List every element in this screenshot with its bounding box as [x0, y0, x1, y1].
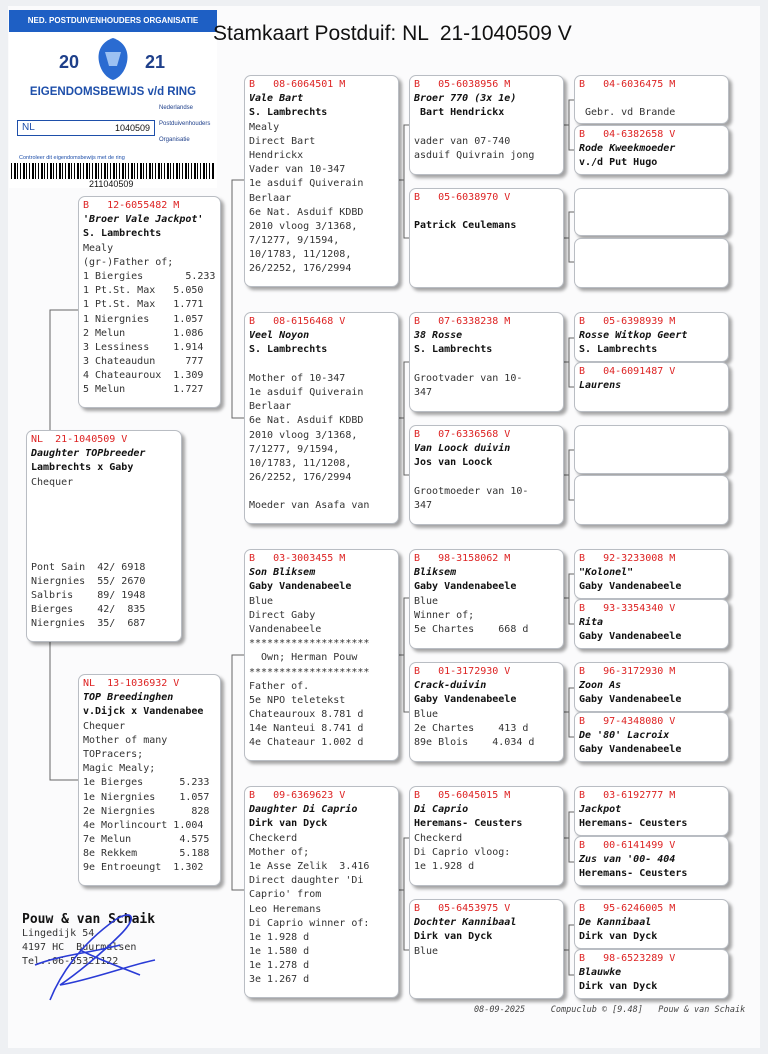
pigeon-name: Dochter Kannibaal: [414, 917, 517, 929]
ring-number: B 05-6038970 V: [414, 192, 511, 203]
pigeon-name: Crack-duivin: [414, 680, 487, 692]
pigeon-name: De '80' Lacroix: [579, 730, 670, 742]
breeder-name: Gaby Vandenabeele: [249, 581, 352, 593]
card-line: Direct daughter 'Di: [249, 875, 364, 887]
pigeon-card-ggg-14[interactable]: [574, 836, 729, 886]
ring-number: B 08-6156468 V: [249, 316, 346, 327]
card-line: Vandenabeele: [249, 623, 322, 635]
card-line: Di Caprio winner of:: [249, 917, 370, 929]
pigeon-card-gg-7[interactable]: [409, 786, 564, 886]
ring-number: B 92-3233008 M: [579, 553, 676, 564]
card-line: 3 Chateaudun 777: [83, 356, 204, 368]
breeder-name: Gaby Vandenabeele: [579, 694, 682, 706]
pigeon-card-subject[interactable]: [26, 430, 182, 642]
breeder-name: Gaby Vandenabeele: [579, 631, 682, 643]
pigeon-card-ggg-16[interactable]: [574, 949, 729, 999]
ring-number: B 05-6045015 M: [414, 790, 511, 801]
card-line: Salbris 89/ 1948: [31, 590, 146, 602]
pigeon-name: De Kannibaal: [579, 917, 652, 929]
card-line: Chequer: [31, 476, 74, 488]
pigeon-card-ggg-8[interactable]: [574, 475, 729, 525]
card-line: 3e 1.267 d: [249, 974, 310, 986]
pigeon-card-gg-8[interactable]: [409, 899, 564, 999]
ring-number: B 04-6382658 V: [579, 129, 676, 140]
owner-name: Pouw & van Schaik: [22, 912, 156, 927]
pigeon-name: Vale Bart: [249, 93, 304, 105]
card-line: Berlaar: [249, 192, 292, 204]
card-line: 2e Chartes 413 d: [414, 722, 529, 734]
breeder-name: S. Lambrechts: [83, 228, 162, 240]
pigeon-name: 'Broer Vale Jackpot': [83, 214, 204, 226]
card-line: 10/1783, 11/1208,: [249, 457, 352, 469]
sticker-year-left: 20: [59, 52, 80, 72]
card-line: Blue: [414, 945, 439, 957]
card-line: asduif Quivrain jong: [414, 149, 535, 161]
card-line: [414, 358, 559, 372]
pigeon-name: Veel Noyon: [249, 330, 310, 342]
pigeon-card-gg-1[interactable]: [409, 75, 564, 175]
card-line: 1 Biergies 5.233: [83, 270, 216, 282]
card-line: 2010 vloog 3/1368,: [249, 429, 358, 441]
card-line: Mealy: [83, 242, 114, 254]
pigeon-card-ggg-6[interactable]: [574, 362, 729, 412]
pigeon-card-gg-2[interactable]: [409, 188, 564, 288]
breeder-name: Jos van Loock: [414, 457, 493, 469]
pigeon-name: Rita: [579, 617, 604, 629]
card-line: 2e Niergnies 828: [83, 805, 210, 817]
breeder-name: Dirk van Dyck: [579, 931, 658, 943]
ring-number: B 93-3354340 V: [579, 603, 676, 614]
card-line: Caprio' from: [249, 889, 322, 901]
pigeon-card-ggg-5[interactable]: [574, 312, 729, 362]
sticker-control-text: Controleer dit eigendomsbewijs met de ring: [19, 155, 125, 161]
signature-scribble: [20, 905, 170, 1005]
card-line: 1e 1.278 d: [249, 960, 310, 972]
card-line: Bierges 42/ 835: [31, 604, 146, 616]
card-line: ********************: [249, 666, 370, 678]
card-line: [31, 532, 177, 546]
card-line: 1e Niergnies 1.057: [83, 791, 210, 803]
breeder-name: Gebr. vd Brande: [579, 107, 676, 119]
pigeon-card-ggg-13[interactable]: [574, 786, 729, 836]
card-line: 1e asduif Quiverain: [249, 386, 364, 398]
ring-number: B 96-3172930 M: [579, 666, 676, 677]
ring-number: NL 21-1040509 V: [31, 434, 128, 445]
card-line: 8e Rekkem 5.188: [83, 848, 210, 860]
pigeon-name: Zus van '00- 404: [579, 854, 676, 866]
pigeon-card-dam-sire[interactable]: [244, 549, 399, 761]
ring-number-box: [17, 120, 155, 136]
pigeon-card-ggg-12[interactable]: [574, 712, 729, 762]
pigeon-name: Van Loock duivin: [414, 443, 511, 455]
sticker-org-line-2: Postduivenhouders: [159, 121, 211, 127]
ring-number: B 04-6036475 M: [579, 79, 676, 90]
lion-emblem-icon: [91, 36, 135, 82]
card-line: 7e Melun 4.575: [83, 834, 210, 846]
card-line: 26/2252, 176/2994: [249, 472, 352, 484]
ring-number: B 98-6523289 V: [579, 953, 676, 964]
card-line: Di Caprio vloog:: [414, 846, 511, 858]
card-line: Blue: [414, 595, 439, 607]
card-line: 1e 1.928 d: [249, 931, 310, 943]
card-line: Pont Sain 42/ 6918: [31, 561, 146, 573]
barcode: [11, 163, 215, 179]
card-line: 2010 vloog 3/1368,: [249, 220, 358, 232]
footer-text: 08-09-2025 Compuclub © [9.48] Pouw & van Schaik: [474, 1005, 746, 1015]
ring-number: B 12-6055482 M: [83, 200, 180, 211]
ring-certificate-sticker: [9, 10, 217, 188]
card-line: Chequer: [83, 720, 126, 732]
card-line: [249, 358, 394, 372]
card-line: 10/1783, 11/1208,: [249, 249, 352, 261]
card-line: Berlaar: [249, 401, 292, 413]
breeder-name: Bart Hendrickx: [414, 107, 505, 119]
card-line: 4 Chateauroux 1.309: [83, 370, 204, 382]
card-line: [249, 485, 394, 499]
card-line: ********************: [249, 638, 370, 650]
card-line: 9e Entroeungt 1.302: [83, 862, 204, 874]
pigeon-card-ggg-9[interactable]: [574, 549, 729, 599]
pigeon-card-dam[interactable]: [78, 674, 221, 886]
card-line: [414, 471, 559, 485]
card-line: 1e 1.580 d: [249, 946, 310, 958]
card-line: Grootvader van 10-: [414, 372, 523, 384]
breeder-name: S. Lambrechts: [414, 344, 493, 356]
breeder-name: S. Lambrechts: [249, 344, 328, 356]
card-line: Mother of;: [249, 846, 310, 858]
card-line: 1e Bierges 5.233: [83, 777, 210, 789]
pigeon-name: 38 Rosse: [414, 330, 463, 342]
pigeon-card-sire[interactable]: [78, 196, 221, 408]
pigeon-card-dam-dam[interactable]: [244, 786, 399, 998]
card-line: Father of.: [249, 680, 310, 692]
card-line: [31, 504, 177, 518]
ring-number: B 07-6338238 M: [414, 316, 511, 327]
breeder-name: Dirk van Dyck: [579, 981, 658, 993]
card-line: Moeder van Asafa van: [249, 500, 370, 512]
ring-number: B 05-6038956 M: [414, 79, 511, 90]
pigeon-name: [414, 205, 559, 219]
ring-number: B 98-3158062 M: [414, 553, 511, 564]
card-line: 4e Morlincourt 1.004: [83, 819, 204, 831]
pigeon-card-ggg-11[interactable]: [574, 662, 729, 712]
breeder-name: v./d Put Hugo: [579, 157, 658, 169]
card-line: 7/1277, 9/1594,: [249, 235, 340, 247]
owner-address-line: Lingedijk 54: [22, 928, 95, 939]
breeder-name: Patrick Ceulemans: [414, 220, 517, 232]
card-line: 7/1277, 9/1594,: [249, 443, 340, 455]
sticker-org-line-1: Nederlandse: [159, 105, 194, 111]
card-line: 6e Nat. Asduif KDBD: [249, 206, 364, 218]
card-line: Vader van 10-347: [249, 164, 346, 176]
card-line: 2 Melun 1.086: [83, 327, 204, 339]
breeder-name: S. Lambrechts: [579, 344, 658, 356]
pigeon-name: Daughter Di Caprio: [249, 804, 358, 816]
card-line: 5e Chartes 668 d: [414, 623, 529, 635]
pigeon-name: "Kolonel": [579, 567, 634, 579]
card-line: [31, 547, 177, 561]
pigeon-card-ggg-3[interactable]: [574, 188, 729, 236]
card-line: Winner of;: [414, 609, 475, 621]
pigeon-name: Jackpot: [579, 804, 622, 816]
card-line: Niergnies 35/ 687: [31, 618, 146, 630]
pigeon-name: Daughter TOPbreeder: [31, 448, 146, 460]
pigeon-name: Laurens: [579, 380, 622, 392]
breeder-name: Gaby Vandenabeele: [414, 581, 517, 593]
card-line: 4e Chateaur 1.002 d: [249, 737, 364, 749]
sticker-year-right: 21: [145, 52, 166, 72]
pigeon-name: Blauwke: [579, 967, 622, 979]
card-line: [31, 518, 177, 532]
barcode-number: 211040509: [89, 179, 134, 189]
breeder-name: Dirk van Dyck: [249, 818, 328, 830]
pigeon-name: Rode Kweekmoeder: [579, 143, 676, 155]
card-line: (gr-)Father of;: [83, 256, 174, 268]
ring-number: B 03-6192777 M: [579, 790, 676, 801]
ring-number: 1040509: [114, 123, 150, 133]
card-line: 5 Melun 1.727: [83, 384, 204, 396]
pigeon-card-sire-dam[interactable]: [244, 312, 399, 524]
card-line: Mother of 10-347: [249, 372, 346, 384]
card-line: 26/2252, 176/2994: [249, 263, 352, 275]
ring-number: B 03-3003455 M: [249, 553, 346, 564]
pigeon-name: Di Caprio: [414, 804, 469, 816]
breeder-name: S. Lambrechts: [249, 107, 328, 119]
breeder-name: Gaby Vandenabeele: [579, 581, 682, 593]
ring-country: NL: [22, 122, 35, 133]
card-line: 1e 1.928 d: [414, 860, 475, 872]
card-line: [414, 121, 559, 135]
card-line: Hendrickx: [249, 149, 304, 161]
card-line: TOPracers;: [83, 748, 144, 760]
card-line: 1 Pt.St. Max 5.050: [83, 285, 204, 297]
ring-number: B 95-6246005 M: [579, 903, 676, 914]
breeder-name: v.Dijck x Vandenabee: [83, 706, 204, 718]
card-line: Blue: [414, 708, 439, 720]
ring-number: B 08-6064501 M: [249, 79, 346, 90]
ring-number: B 97-4348080 V: [579, 716, 676, 727]
card-line: 1 Niergnies 1.057: [83, 313, 204, 325]
card-line: 347: [414, 386, 433, 398]
pigeon-card-gg-4[interactable]: [409, 425, 564, 525]
pigeon-name: TOP Breedinghen: [83, 692, 174, 704]
card-line: Direct Gaby: [249, 609, 316, 621]
card-line: Leo Heremans: [249, 903, 322, 915]
pigeon-card-ggg-15[interactable]: [574, 899, 729, 949]
page-title: Stamkaart Postduif: NL 21-1040509 V: [213, 22, 572, 45]
ring-number: B 01-3172930 V: [414, 666, 511, 677]
sticker-org-banner: NED. POSTDUIVENHOUDERS ORGANISATIE: [9, 10, 217, 32]
card-line: 6e Nat. Asduif KDBD: [249, 415, 364, 427]
card-line: Chateauroux 8.781 d: [249, 709, 364, 721]
owner-address-line: 4197 HC Buurmalsen: [22, 942, 137, 953]
card-line: 5e NPO teletekst: [249, 694, 346, 706]
sticker-title: EIGENDOMSBEWIJS v/d RING: [29, 86, 197, 98]
pigeon-card-ggg-1[interactable]: [574, 75, 729, 124]
pigeon-card-ggg-2[interactable]: [574, 125, 729, 175]
ring-number: B 04-6091487 V: [579, 366, 676, 377]
sticker-org-line-3: Organisatie: [159, 137, 190, 143]
pigeon-card-gg-5[interactable]: [409, 549, 564, 649]
owner-phone: Tel.:06-55321122: [22, 956, 119, 967]
breeder-name: Gaby Vandenabeele: [414, 694, 517, 706]
pigeon-card-sire-sire[interactable]: [244, 75, 399, 287]
breeder-name: Gaby Vandenabeele: [579, 744, 682, 756]
card-line: Own; Herman Pouw: [249, 652, 358, 664]
ring-number: B 05-6453975 V: [414, 903, 511, 914]
card-line: Magic Mealy;: [83, 763, 156, 775]
pigeon-card-ggg-4[interactable]: [574, 238, 729, 288]
card-line: 347: [414, 499, 433, 511]
card-line: vader van 07-740: [414, 135, 511, 147]
card-line: Grootmoeder van 10-: [414, 485, 529, 497]
card-line: Checkerd: [414, 832, 463, 844]
card-line: 3 Lessiness 1.914: [83, 341, 204, 353]
ring-number: B 00-6141499 V: [579, 840, 676, 851]
pigeon-card-gg-3[interactable]: [409, 312, 564, 412]
card-line: [31, 490, 177, 504]
breeder-name: Heremans- Ceusters: [579, 818, 688, 830]
card-line: 1e Asse Zelik 3.416: [249, 860, 370, 872]
pigeon-card-gg-6[interactable]: [409, 662, 564, 762]
pigeon-name: Son Bliksem: [249, 567, 316, 579]
card-line: Niergnies 55/ 2670: [31, 575, 146, 587]
card-line: Direct Bart: [249, 135, 316, 147]
card-line: Mother of many: [83, 734, 168, 746]
pigeon-name: [579, 92, 724, 106]
card-line: 1e asduif Quiverain: [249, 178, 364, 190]
breeder-name: Heremans- Ceusters: [414, 818, 523, 830]
ring-number: B 09-6369623 V: [249, 790, 346, 801]
pigeon-name: Zoon As: [579, 680, 622, 692]
breeder-name: Dirk van Dyck: [414, 931, 493, 943]
card-line: 14e Nanteui 8.741 d: [249, 723, 364, 735]
card-line: 1 Pt.St. Max 1.771: [83, 299, 204, 311]
breeder-name: Lambrechts x Gaby: [31, 462, 134, 474]
ring-number: NL 13-1036932 V: [83, 678, 180, 689]
breeder-name: Heremans- Ceusters: [579, 868, 688, 880]
pigeon-name: Rosse Witkop Geert: [579, 330, 688, 342]
card-line: Mealy: [249, 121, 280, 133]
ring-number: B 07-6336568 V: [414, 429, 511, 440]
pigeon-name: Bliksem: [414, 567, 457, 579]
pigeon-name: Broer 770 (3x 1e): [414, 93, 517, 105]
pigeon-card-ggg-7[interactable]: [574, 425, 729, 474]
ring-number: B 05-6398939 M: [579, 316, 676, 327]
card-line: Blue: [249, 595, 274, 607]
card-line: Checkerd: [249, 832, 298, 844]
pigeon-card-ggg-10[interactable]: [574, 599, 729, 649]
card-line: 89e Blois 4.034 d: [414, 736, 535, 748]
